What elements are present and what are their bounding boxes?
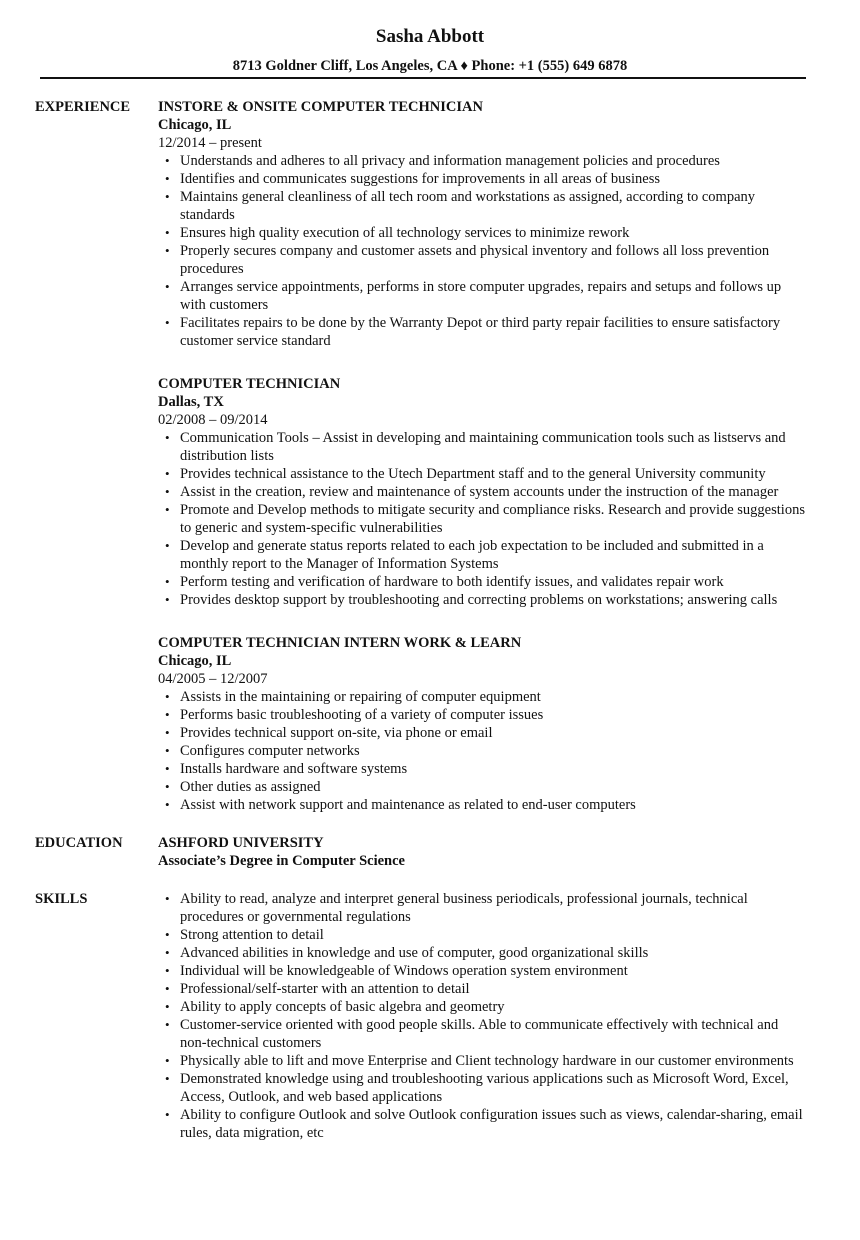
list-item: • Facilitates repairs to be done by the Warranty Depot or third party repair facilities to ensure satisfactory customer service standard	[158, 314, 808, 350]
list-item: • Maintains general cleanliness of all tech room and workstations as assigned, according to company standards	[158, 188, 808, 224]
list-item: • Customer-service oriented with good people skills. Able to communicate effectively with technical and non-technical customers	[158, 1016, 808, 1052]
section-label: EDUCATION	[35, 835, 123, 851]
job-location: Dallas, TX	[158, 394, 224, 410]
job-dates: 04/2005 – 12/2007	[158, 671, 268, 687]
section-label: EXPERIENCE	[35, 99, 131, 115]
job-bullets	[158, 688, 808, 814]
list-item: • Demonstrated knowledge using and troubleshooting various applications such as Microsoft Word, Excel, Access, Outlook, and web based applications	[158, 1070, 808, 1106]
education-section	[35, 834, 835, 870]
list-item: • Physically able to lift and move Enterprise and Client technology hardware in our customer environments	[158, 1052, 808, 1070]
list-item: • Promote and Develop methods to mitigate security and compliance risks. Research and provide suggestions to generic and system-specific vulnerabilities	[158, 501, 808, 537]
list-item: • Properly secures company and customer assets and physical inventory and follows all loss prevention procedures	[158, 242, 808, 278]
list-item: • Assist with network support and maintenance as related to end-user computers	[158, 796, 808, 814]
list-item: • Strong attention to detail	[158, 926, 808, 944]
job-title: COMPUTER TECHNICIAN	[158, 376, 341, 392]
resume-name: Sasha Abbott	[375, 26, 485, 47]
list-item: • Develop and generate status reports related to each job expectation to be included and submitted in a monthly report to the Manager of Information Systems	[158, 537, 808, 573]
skills-list	[158, 890, 808, 1142]
list-item: • Ability to apply concepts of basic algebra and geometry	[158, 998, 808, 1016]
school-name: ASHFORD UNIVERSITY	[158, 835, 324, 851]
job-location: Chicago, IL	[158, 117, 232, 133]
list-item: • Assists in the maintaining or repairing of computer equipment	[158, 688, 808, 706]
job-location: Chicago, IL	[158, 653, 232, 669]
job-entry	[158, 634, 808, 814]
section-label: SKILLS	[35, 891, 88, 907]
list-item: • Identifies and communicates suggestions for improvements in all areas of business	[158, 170, 808, 188]
list-item: • Assist in the creation, review and maintenance of system accounts under the instruction of the manager	[158, 483, 808, 501]
skills-section	[35, 890, 835, 1142]
list-item: • Perform testing and verification of hardware to both identify issues, and validates repair work	[158, 573, 808, 591]
job-list	[158, 98, 808, 814]
list-item: • Installs hardware and software systems	[158, 760, 808, 778]
list-item: • Performs basic troubleshooting of a variety of computer issues	[158, 706, 808, 724]
list-item: • Provides technical assistance to the Utech Department staff and to the general University community	[158, 465, 808, 483]
header-divider	[40, 77, 806, 79]
list-item: • Advanced abilities in knowledge and use of computer, good organizational skills	[158, 944, 808, 962]
job-dates: 12/2014 – present	[158, 135, 262, 151]
job-entry	[158, 375, 808, 609]
list-item: • Individual will be knowledgeable of Windows operation system environment	[158, 962, 808, 980]
job-bullets	[158, 152, 808, 350]
list-item: • Ensures high quality execution of all technology services to minimize rework	[158, 224, 808, 242]
job-bullets	[158, 429, 808, 609]
job-title: COMPUTER TECHNICIAN INTERN WORK & LEARN	[158, 635, 522, 651]
job-entry	[158, 98, 808, 350]
list-item: • Provides technical support on-site, via phone or email	[158, 724, 808, 742]
list-item: • Ability to read, analyze and interpret general business periodicals, professional journals, technical procedures or governmental regulations	[158, 890, 808, 926]
list-item: • Ability to configure Outlook and solve Outlook configuration issues such as views, calendar-sharing, email rules, data migration, etc	[158, 1106, 808, 1142]
degree: Associate’s Degree in Computer Science	[158, 853, 405, 869]
list-item: • Other duties as assigned	[158, 778, 808, 796]
list-item: • Understands and adheres to all privacy and information management policies and procedures	[158, 152, 808, 170]
list-item: • Arranges service appointments, performs in store computer upgrades, repairs and setups and follows up with customers	[158, 278, 808, 314]
job-title: INSTORE & ONSITE COMPUTER TECHNICIAN	[158, 99, 483, 115]
experience-section	[35, 98, 835, 839]
list-item: • Configures computer networks	[158, 742, 808, 760]
job-dates: 02/2008 – 09/2014	[158, 412, 268, 428]
list-item: • Provides desktop support by troubleshooting and correcting problems on workstations; answering calls	[158, 591, 808, 609]
list-item: • Communication Tools – Assist in developing and maintaining communication tools such as listservs and distribution lists	[158, 429, 808, 465]
contact-line: 8713 Goldner Cliff, Los Angeles, CA ♦ Phone: +1 (555) 649 6878	[232, 58, 628, 74]
list-item: • Professional/self-starter with an attention to detail	[158, 980, 808, 998]
